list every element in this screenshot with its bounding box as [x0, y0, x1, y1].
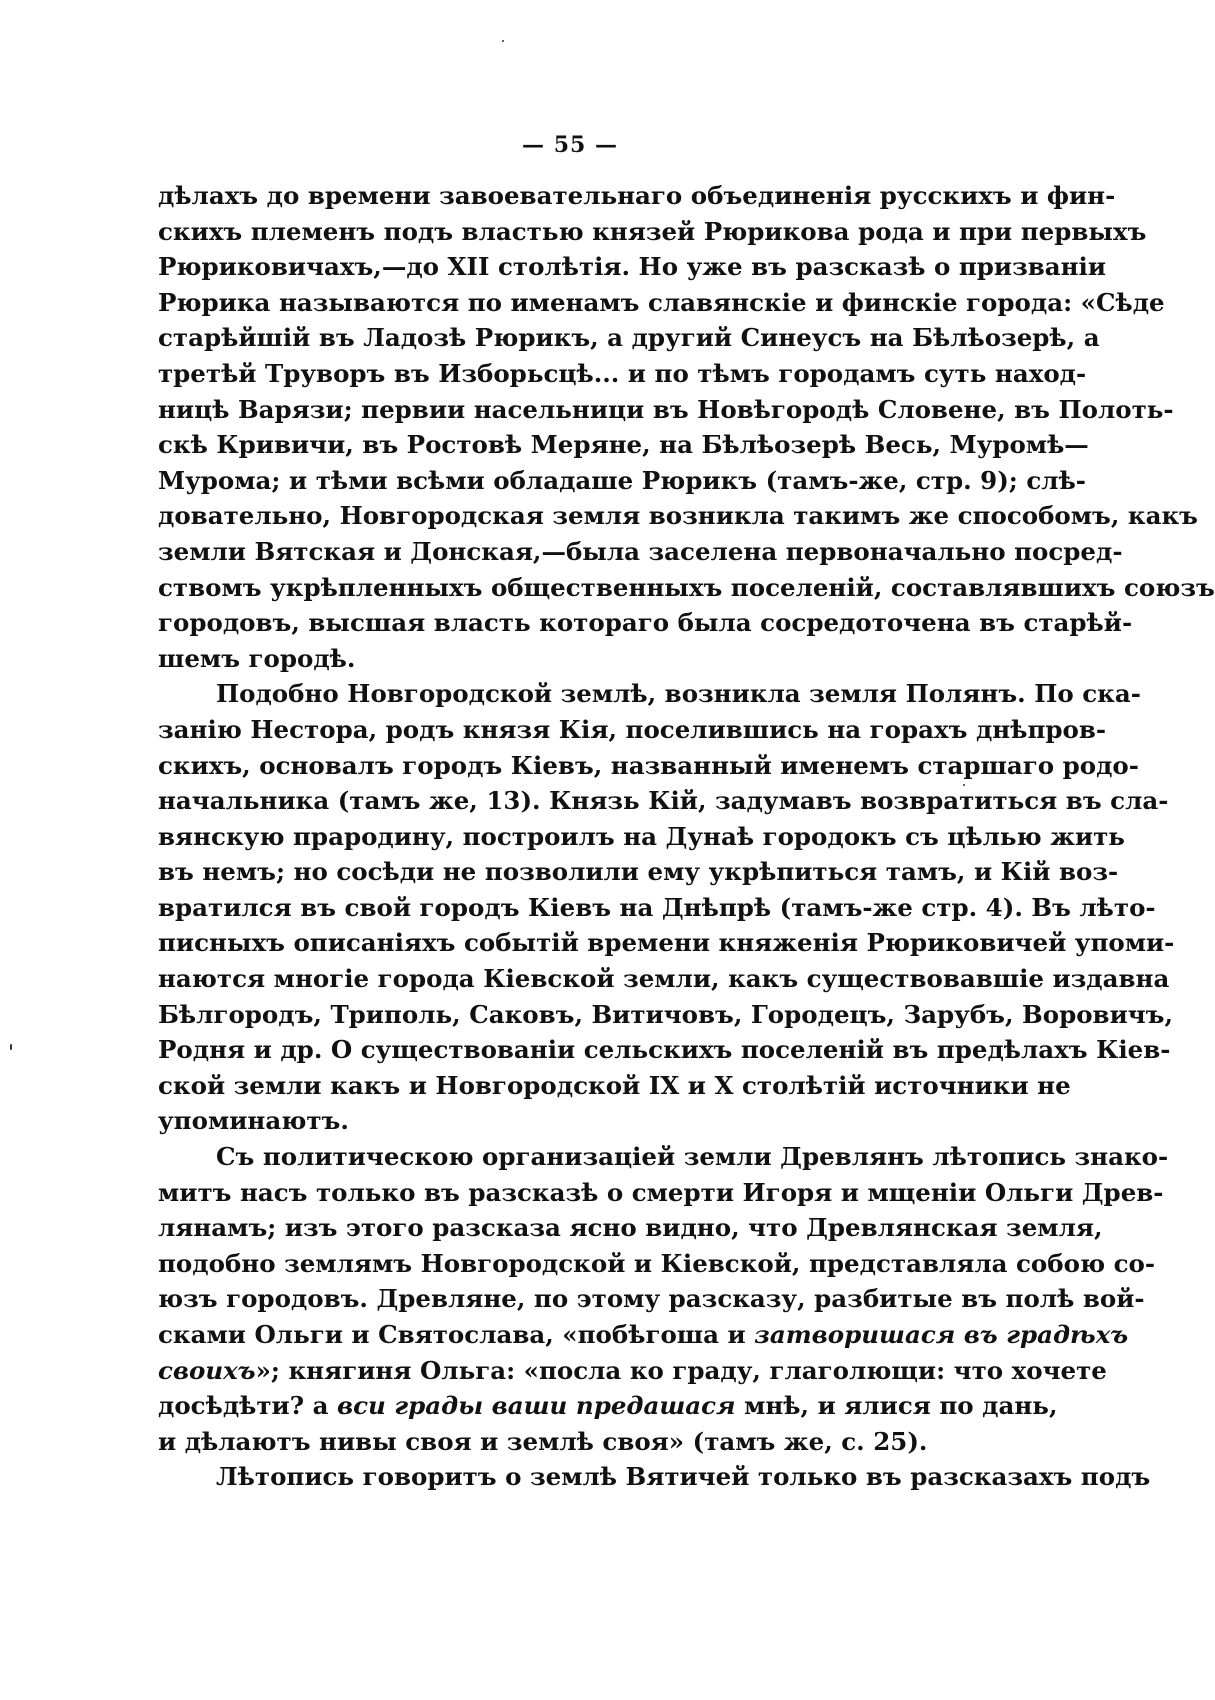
text-line: Бѣлгородъ, Триполь, Саковъ, Витичовъ, Городецъ, Зарубъ, Воровичъ,	[158, 999, 1174, 1029]
scan-speck	[963, 784, 965, 786]
text-line: скихъ племенъ подъ властью князей Рюрикова рода и при первыхъ	[158, 216, 1147, 246]
text-line: Мурома; и тѣми всѣми обладаше Рюрикъ (тамъ-же, стр. 9); слѣ-	[158, 465, 1086, 495]
page-number: — 55 —	[522, 132, 618, 158]
text-line: Лѣтопись говоритъ о землѣ Вятичей только въ разсказахъ подъ	[216, 1462, 1151, 1492]
text-line	[158, 1388, 1058, 1424]
text-line: шемъ городѣ.	[158, 643, 356, 673]
text-line: юзъ городовъ. Древляне, по этому разсказу, разбитые въ полѣ вой-	[158, 1284, 1145, 1314]
text-line	[158, 1353, 1107, 1389]
text-line: вянскую прародину, построилъ на Дунаѣ городокъ съ цѣлью жить	[158, 821, 1125, 851]
paragraph-2	[158, 676, 1175, 1139]
text-line	[158, 1317, 1129, 1353]
scan-speck	[10, 1044, 12, 1050]
text-line: въ немъ; но сосѣди не позволили ему укрѣпиться тамъ, и Кій воз-	[158, 857, 1119, 887]
text-run: досѣдѣти? а	[158, 1391, 338, 1421]
text-line: довательно, Новгородская земля возникла такимъ же способомъ, какъ	[158, 501, 1198, 531]
text-line: ской земли какъ и Новгородской IX и X столѣтій источники не	[158, 1070, 1071, 1100]
text-run: »; княгиня Ольга: «посла ко граду, глаголющи: что хочете	[255, 1355, 1107, 1385]
text-line: скихъ, основалъ городъ Кіевъ, названный именемъ старшаго родо-	[158, 750, 1139, 780]
text-line: начальника (тамъ же, 13). Князь Кій, задумавъ возвратиться въ сла-	[158, 786, 1169, 816]
italic-quote: своихъ	[158, 1355, 256, 1385]
italic-quote: вси грады ваши предашася	[337, 1391, 736, 1421]
text-line: старѣйшій въ Ладозѣ Рюрикъ, а другий Синеусъ на Бѣлѣозерѣ, а	[158, 323, 1100, 353]
text-line: лянамъ; изъ этого разсказа ясно видно, что Древлянская земля,	[158, 1213, 1103, 1243]
text-line: третѣй Труворъ въ Изборьсцѣ... и по тѣмъ городамъ суть наход-	[158, 358, 1087, 388]
text-line: дѣлахъ до времени завоевательнаго объединенія русскихъ и фин-	[158, 181, 1116, 210]
text-line: Родня и др. О существованіи сельскихъ поселеній въ предѣлахъ Кіев-	[158, 1035, 1171, 1065]
text-line: городовъ, высшая власть котораго была сосредоточена въ старѣй-	[158, 608, 1133, 638]
text-line: занію Нестора, родъ князя Кія, поселившись на горахъ днѣпров-	[158, 714, 1107, 744]
text-line: Рюрика называются по именамъ славянскіе и финскіе города: «Сѣде	[158, 287, 1165, 317]
text-run: мнѣ, и ялися по дань,	[735, 1391, 1058, 1421]
text-line: Рюриковичахъ,—до XII столѣтія. Но уже въ разсказѣ о призваніи	[158, 252, 1107, 282]
text-line: ницѣ Варязи; первии насельници въ Новѣгородѣ Словене, въ Полоть-	[158, 394, 1174, 424]
paragraph-3	[158, 1139, 1169, 1459]
text-run: сками Ольги и Святослава, «побѣгоша и	[158, 1320, 755, 1349]
text-line: Съ политическою организаціей земли Древлянъ лѣтопись знако-	[216, 1142, 1169, 1172]
paragraph-1	[158, 178, 1215, 676]
paragraph-4	[158, 1459, 1151, 1495]
text-line: упоминаютъ.	[158, 1106, 349, 1136]
text-line: митъ насъ только въ разсказѣ о смерти Игоря и мщеніи Ольги Древ-	[158, 1177, 1164, 1207]
body-text	[158, 178, 1215, 1495]
text-line: и дѣлаютъ нивы своя и землѣ своя» (тамъ же, с. 25).	[158, 1426, 928, 1456]
text-line: вратился въ свой городъ Кіевъ на Днѣпрѣ (тамъ-же стр. 4). Въ лѣто-	[158, 892, 1156, 922]
scan-speck	[502, 40, 504, 42]
text-line: ствомъ укрѣпленныхъ общественныхъ поселеній, составлявшихъ союзъ	[158, 572, 1215, 602]
text-line: Подобно Новгородской землѣ, возникла земля Полянъ. По ска-	[216, 679, 1141, 709]
text-line: писныхъ описаніяхъ событій времени княженія Рюриковичей упоми-	[158, 928, 1175, 958]
text-line: подобно землямъ Новгородской и Кіевской, представляла собою со-	[158, 1248, 1156, 1278]
text-line: наются многіе города Кіевской земли, какъ существовавшіе издавна	[158, 964, 1170, 994]
italic-quote: затворишася въ градѣхъ	[754, 1320, 1129, 1349]
text-line: земли Вятская и Донская,—была заселена первоначально посред-	[158, 536, 1123, 566]
text-line: скѣ Кривичи, въ Ростовѣ Меряне, на Бѣлѣозерѣ Весь, Муромѣ—	[158, 430, 1089, 460]
